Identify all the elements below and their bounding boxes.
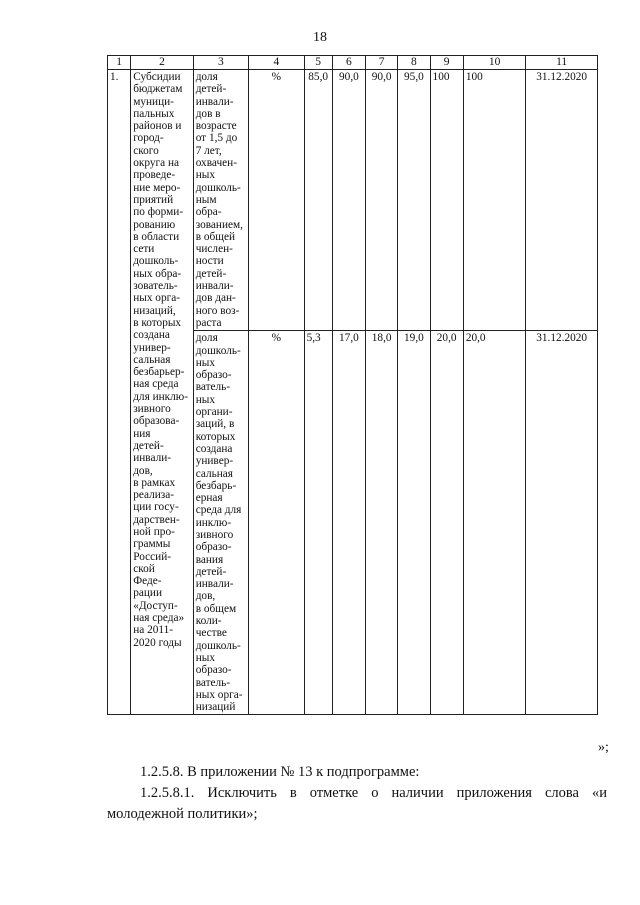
indicator-value: 85,0 [304, 70, 332, 331]
column-header: 9 [430, 56, 463, 70]
indicator-unit: % [249, 331, 304, 715]
closing-quote-mark: »; [598, 740, 609, 755]
indicator-unit: % [249, 70, 304, 331]
indicator-value: 5,3 [304, 331, 332, 715]
table-header-row [108, 56, 598, 70]
indicator-value: 20,0 [463, 331, 526, 715]
indicator-value: 90,0 [366, 70, 398, 331]
column-header: 3 [193, 56, 248, 70]
indicator-date: 31.12.2020 [526, 331, 598, 715]
indicator-name: доля дошколь- ных образо- ватель- ных органи- заций, в которых создана универ- сальная безбарь- ерная среда для инклю- зивного образо- вания детей- инвали- дов, в общем коли- честве дошколь- ных образо- ватель- ных орга- низаций [193, 331, 248, 715]
indicator-value: 17,0 [332, 331, 365, 715]
indicators-table [107, 55, 598, 715]
measure-name: Субсидии бюджетам муници- пальных районов и город- ского округа на проведе- ние меро- приятий по форми- рованию в области сети дошколь- ных обра- зователь- ных орга- низаций, в которых создана универ- сальная безбарьер- ная среда для инклю- зивного образова- ния детей- инвали- дов, в рамках реализа- ции госу- дарствен- ной про- граммы Россий- ской Феде- рации «Доступ- ная среда» на 2011- 2020 годы [131, 70, 194, 715]
indicator-value: 20,0 [430, 331, 463, 715]
row-number: 1. [108, 70, 131, 715]
indicator-value: 18,0 [366, 331, 398, 715]
indicator-name: доля детей- инвали- дов в возрасте от 1,5 до 7 лет, охвачен- ных дошколь- ным обра- зованием, в общей числен- ности детей- инвали- дов дан- ного воз- раста [193, 70, 248, 331]
column-header: 11 [526, 56, 598, 70]
column-header: 4 [249, 56, 304, 70]
table-row [108, 70, 598, 331]
indicator-value: 90,0 [332, 70, 365, 331]
paragraph-amendment-text: 1.2.5.8.1. Исключить в отметке о наличии приложения слова «и молодежной политики»; [107, 785, 607, 822]
column-header: 10 [463, 56, 526, 70]
page-number: 18 [313, 30, 327, 45]
column-header: 2 [131, 56, 194, 70]
column-header: 6 [332, 56, 365, 70]
column-header: 7 [366, 56, 398, 70]
paragraph-amendment-heading: 1.2.5.8. В приложении № 13 к подпрограмме: [140, 764, 420, 780]
indicator-date: 31.12.2020 [526, 70, 598, 331]
indicator-value: 19,0 [398, 331, 430, 715]
indicator-value: 100 [430, 70, 463, 331]
column-header: 5 [304, 56, 332, 70]
column-header: 1 [108, 56, 131, 70]
column-header: 8 [398, 56, 430, 70]
indicator-value: 100 [463, 70, 526, 331]
indicator-value: 95,0 [398, 70, 430, 331]
